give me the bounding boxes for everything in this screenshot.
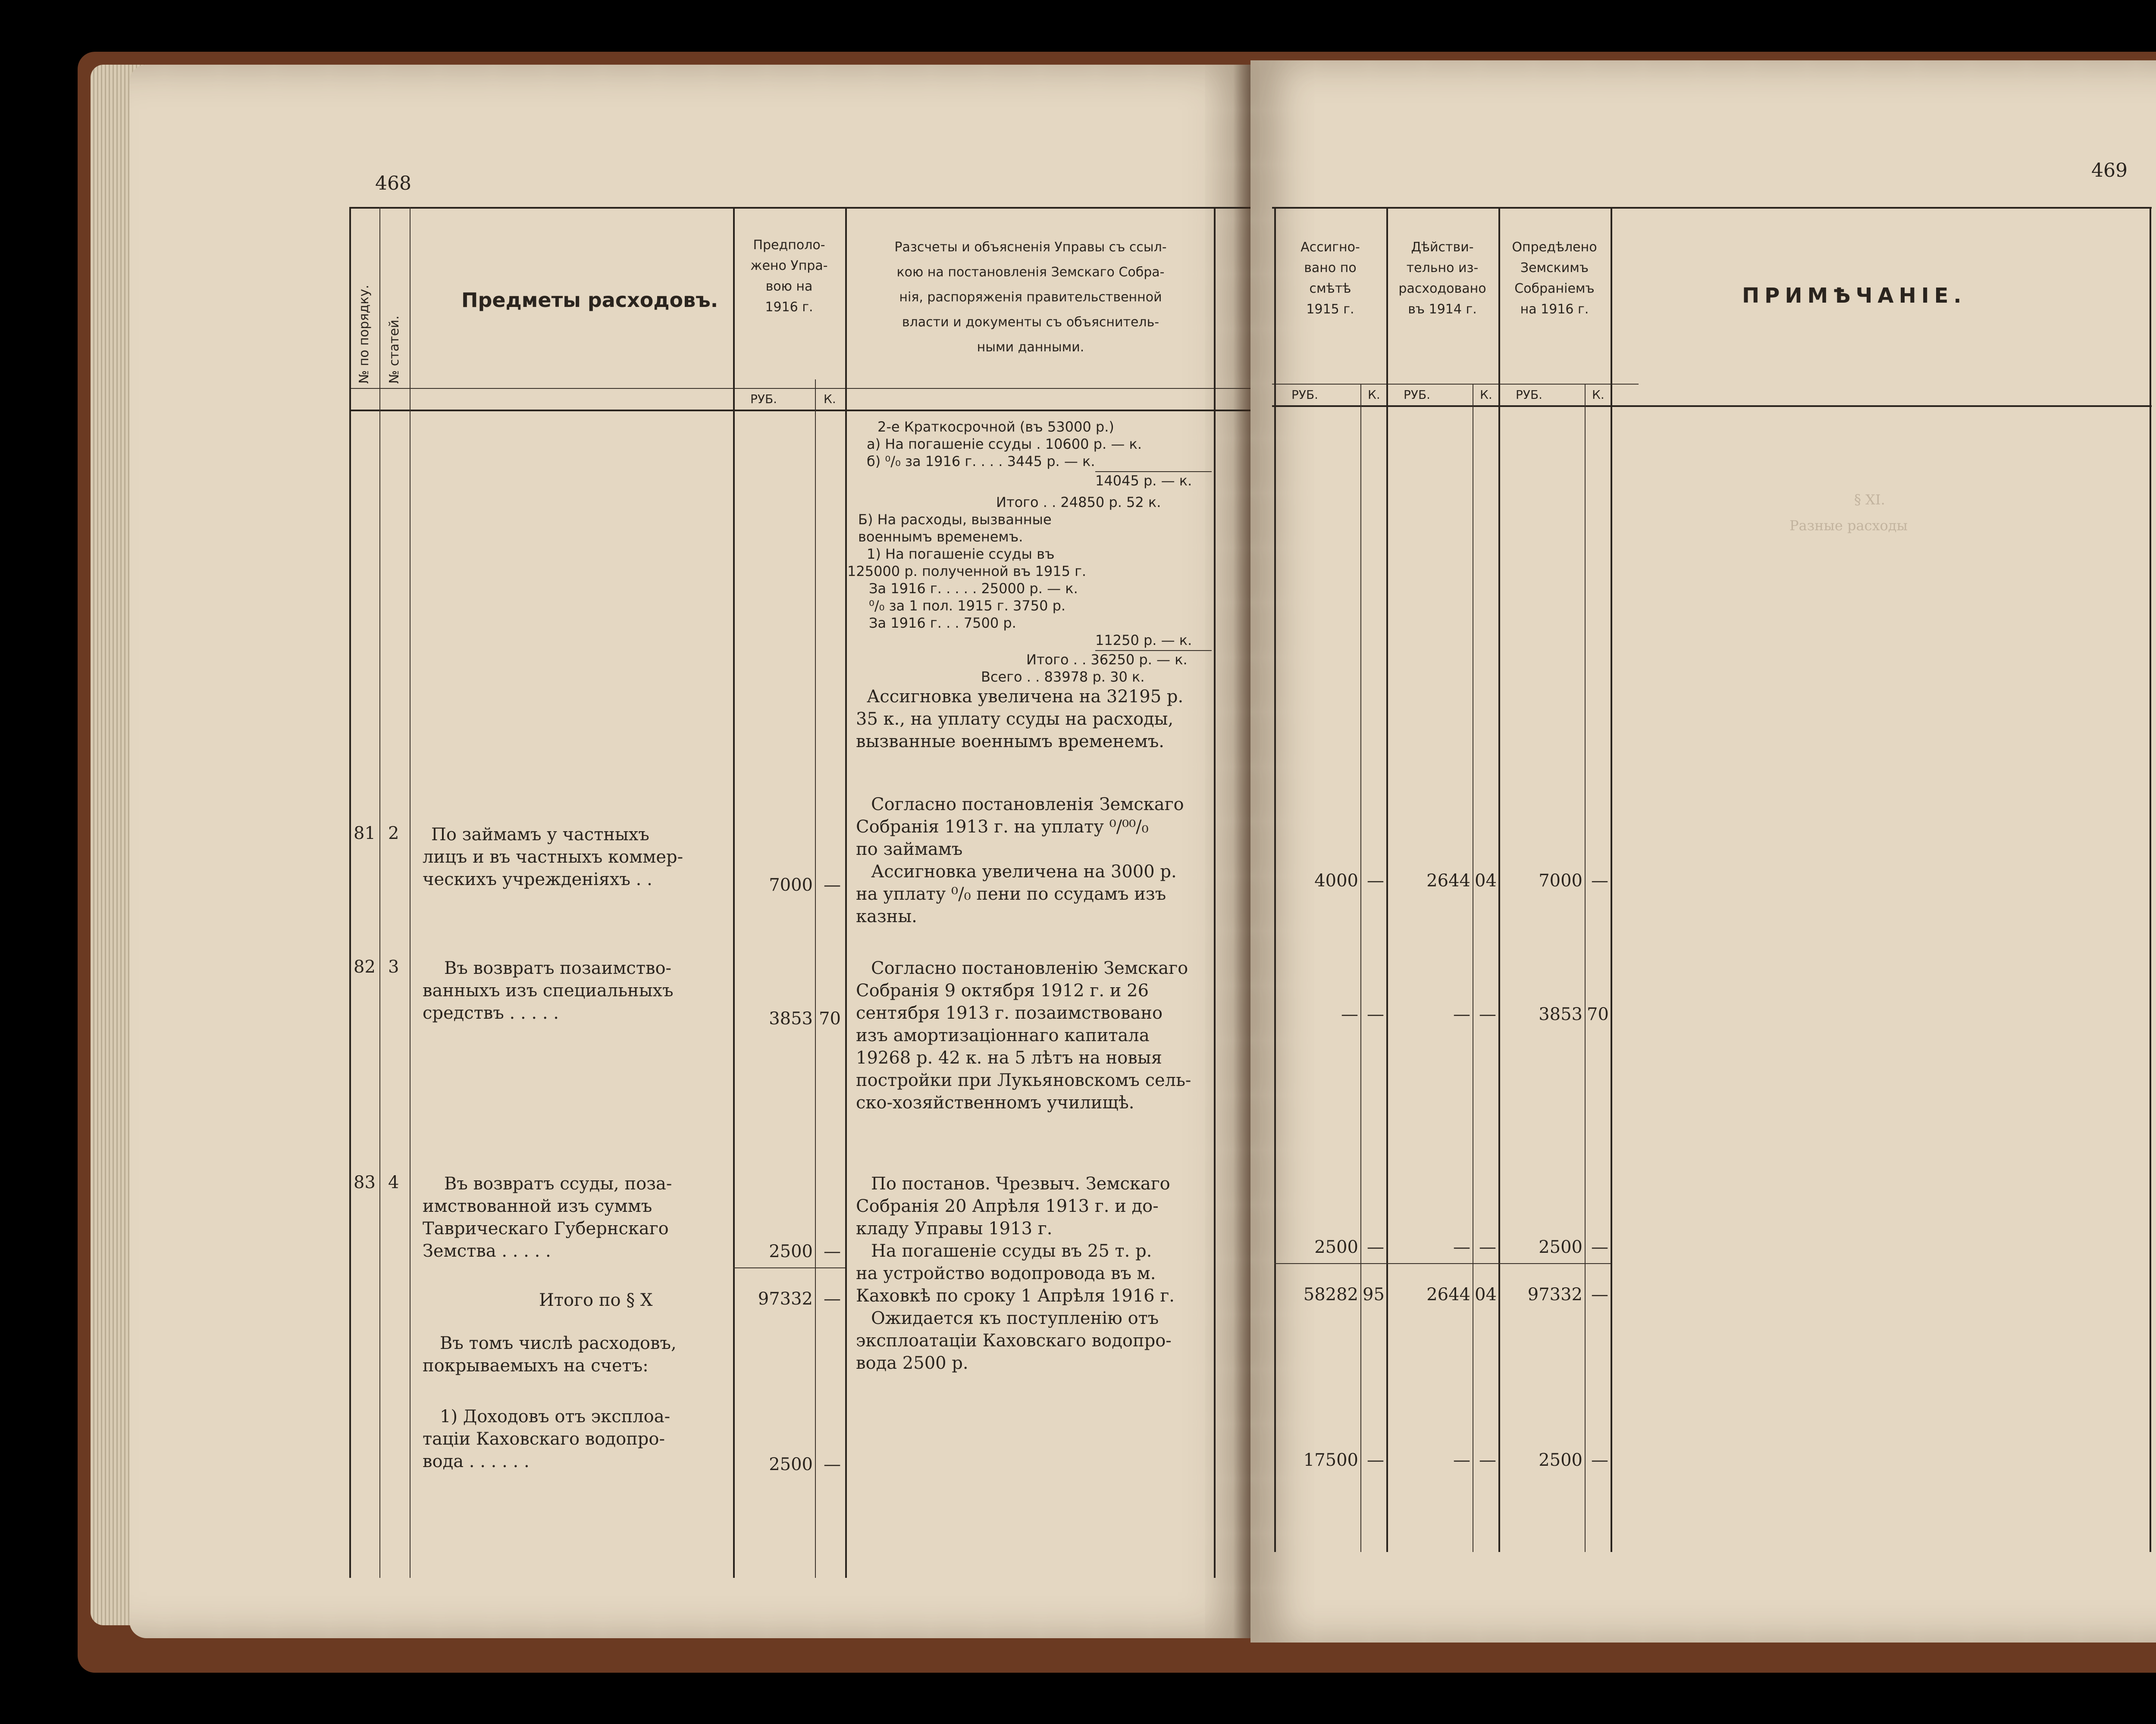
col-rule — [845, 207, 847, 1578]
unit-kop: К. — [824, 392, 836, 406]
page-number-left: 468 — [375, 172, 411, 194]
col-rule — [1386, 207, 1388, 1552]
right-page: 469 Ассигно- вано по смѣтѣ 1915 г. Дѣйстви- тельно из- расходовано въ 1914 г. Опредѣлено Земскимъ Собраніемъ на 1916 г. ПРИМѢЧАНІЕ. РУБ. К. РУБ. К. РУБ. К. § XI. Разные расходы 4000 — 2644 04 7000 — — — — — 3853 70 2500 — — — 2500 — 58282 95 2644 04 97332 — 17500 — — — 2500 — — [1250, 60, 2156, 1643]
bleed-through: § XI. — [1854, 491, 1885, 508]
page-number-right: 469 — [2091, 160, 2128, 181]
header-note: ПРИМѢЧАНІЕ. — [1742, 284, 1967, 308]
col-rule — [410, 207, 411, 1578]
table-right-rule — [2150, 207, 2151, 1552]
table-top-rule — [1272, 207, 2152, 209]
sum-rule — [1095, 471, 1212, 472]
bleed-through: Разные расходы — [1789, 517, 1908, 534]
total-rule — [733, 1267, 845, 1268]
col-rule — [1360, 384, 1361, 1552]
unit-kop: К. — [1592, 388, 1604, 402]
col-rule — [1214, 207, 1216, 1578]
col-rule — [733, 207, 735, 1578]
unit-rub: РУБ. — [1516, 388, 1543, 402]
header-no-article: № статей. — [387, 315, 402, 384]
col-rule — [815, 379, 816, 1578]
header-actual: Дѣйстви- тельно из- расходовано въ 1914 г. — [1398, 240, 1486, 317]
unit-kop: К. — [1368, 388, 1380, 402]
unit-rub: РУБ. — [750, 392, 777, 406]
table-left-rule — [349, 207, 351, 1578]
header-assigned: Ассигно- вано по смѣтѣ 1915 г. — [1300, 240, 1360, 317]
col-rule — [1585, 384, 1586, 1552]
col-rule — [1611, 207, 1612, 1552]
header-proposed: Предполо- жено Упра- вою на 1916 г. — [750, 238, 828, 315]
unit-kop: К. — [1480, 388, 1492, 402]
header-explanations: Разсчеты и объясненія Управы съ ссыл- кою на постановленія Земскаго Собра- нія, распоряженія правительственной власти и документы съ объяснитель- ными данными. — [894, 240, 1167, 355]
left-page: 468 № по порядку. № статей. Предметы расходовъ. Предполо- жено Упра- вою на 1916 г. РУБ. К. Разсчеты и объясненія Управы съ ссыл- кою на постановленія Земскаго Собра- нія, распоряженія правительственной власти и документы съ объяснитель- ными данными. 2-е Краткосрочной (въ 53000 р.) а) На погашеніе ссуды . 10600 р. — к. б) ⁰/₀ за 1916 г. . . . 3445 р. — к. 14045 р. — к. Итого . . 24850 р. 52 к. Б) На расходы, вызванные военнымъ временемъ. 1) На погашеніе ссуды въ 125000 р. полученной въ 1915 г. За 1916 г. . . . . 25000 р. — к. ⁰/₀ за 1 пол. 1915 г. 3750 р. За 1916 г. . . 7500 р. 11250 р. — к. Итого . . 36250 р. — к. Всего . . 83978 р. 30 к. Ассигновка увеличена на 32195 р. 35 к., на уплату ссуды на расходы, вызванные военнымъ временемъ. 81 2 По займамъ у частныхъ лицъ и въ частныхъ коммер- ческихъ учрежденіяхъ . . 7000 — Согласно постановленія Земскаго Собранія 1913 г. на уплату ⁰/⁰⁰/₀ по займамъ Ассигновка увеличена на 3000 р. на уплату ⁰/₀ пени по ссудамъ изъ казны. 82 3 Въ возвратъ позаимство- ванныхъ изъ специальныхъ средствъ . . . . . 3853 70 Согласно постановленію Земскаго Собранія 9 октября 1912 г. и 26 сентября 1913 г. позаимствовано изъ амортизаціоннаго капитала 19268 р. 42 к. на 5 лѣтъ на новыя постройки при Лукьяновскомъ сель- ско-хозяйственномъ училищѣ. 83 4 Въ возвратъ ссуды, поза- имствованной изъ суммъ Таврическаго Губернскаго Земства . . . . . 2500 — По постанов. Чрезвыч. Земскаго Собранія 20 Апрѣля 1913 г. и до- кладу Управы 1913 г. На погашеніе ссуды въ 25 т. р. на устройство водопровода въ м. Каховкѣ по сроку 1 Апрѣля 1916 г. Ожидается къ поступленію отъ эксплоатаціи Каховскаго водопро- вода 2500 р. Итого по § X 97332 — Въ томъ числѣ расходовъ, покрываемыхъ на счетъ: 1) Доходовъ отъ эксплоа- таціи Каховскаго водопро- вода . . . . . . 2500 — — [129, 65, 1250, 1638]
col-rule — [379, 207, 380, 1578]
col-rule — [1274, 207, 1276, 1552]
sum-rule — [1095, 650, 1212, 651]
header-bottom-rule — [1272, 405, 2152, 407]
header-items: Предметы расходовъ. — [461, 288, 718, 312]
col-rule — [1498, 207, 1500, 1552]
header-approved: Опредѣлено Земскимъ Собраніемъ на 1916 г. — [1512, 240, 1597, 317]
header-sub-rule — [1272, 384, 1639, 385]
header-no-order: № по порядку. — [357, 285, 372, 384]
unit-rub: РУБ. — [1291, 388, 1319, 402]
unit-rub: РУБ. — [1404, 388, 1431, 402]
total-rule — [1274, 1263, 1611, 1264]
